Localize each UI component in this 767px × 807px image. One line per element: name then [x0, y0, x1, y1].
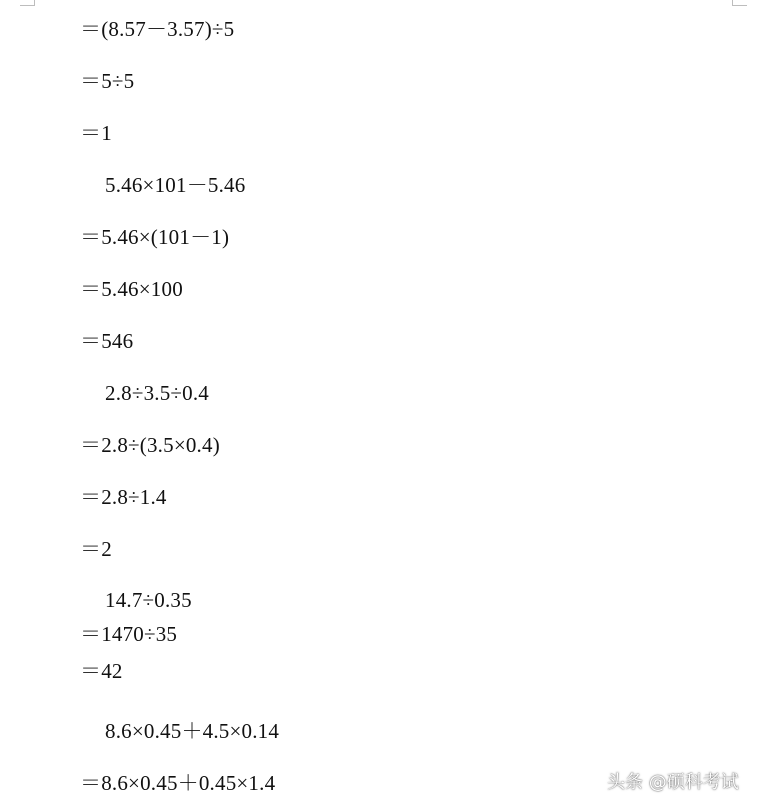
math-line: ＝1470÷35 [80, 622, 178, 646]
watermark-text: 头条 @硕科考试 [607, 772, 739, 793]
page-corner-mark-left [20, 0, 35, 6]
math-problem-line: 8.6×0.45＋4.5×0.14 [105, 719, 280, 743]
math-line: ＝2 [80, 537, 112, 561]
math-problem-line: 14.7÷0.35 [105, 588, 192, 612]
math-problem-line: 2.8÷3.5÷0.4 [105, 381, 210, 405]
math-line: ＝8.6×0.45＋0.45×1.4 [80, 771, 276, 795]
math-line: ＝2.8÷1.4 [80, 485, 167, 509]
math-line: ＝42 [80, 659, 123, 683]
math-line: ＝(8.57－3.57)÷5 [80, 17, 235, 41]
math-line: ＝5.46×100 [80, 277, 183, 301]
math-line: ＝5.46×(101－1) [80, 225, 230, 249]
math-line: ＝1 [80, 121, 112, 145]
math-line: ＝5÷5 [80, 69, 135, 93]
math-line: ＝2.8÷(3.5×0.4) [80, 433, 220, 457]
page-corner-mark-right [732, 0, 747, 6]
math-line: ＝546 [80, 329, 134, 353]
math-problem-line: 5.46×101－5.46 [105, 173, 246, 197]
